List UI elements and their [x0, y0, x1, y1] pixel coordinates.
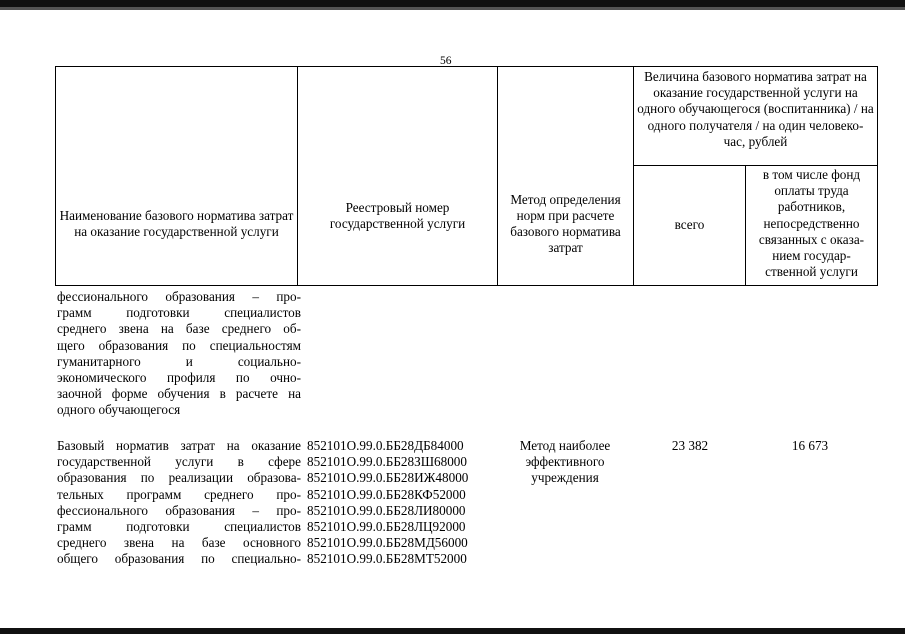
header-method-text: Метод определения норм при расчете базового норматива затрат [510, 191, 621, 256]
page-number: 56 [440, 55, 452, 67]
row2-fund-value: 16 673 [791, 438, 829, 453]
row1-name-line: щего образования по специальностям [57, 337, 301, 353]
bottom-border-bar [0, 628, 905, 634]
row1-name-line: гуманитарного и социально- [57, 353, 301, 369]
registry-code: 852101О.99.0.ББ28ИЖ48000 [307, 470, 469, 486]
header-name-text: Наименование базового норматива затрат на оказание государственной услуги [59, 207, 294, 239]
header-registry-cell [298, 67, 498, 286]
registry-code: 852101О.99.0.ББ28ЛЦ92000 [307, 518, 466, 534]
row1-name-line: грамм подготовки специалистов [57, 305, 301, 321]
row1-name-line: фессионального образования – про- [57, 289, 301, 304]
row2-name-line: тельных программ среднего про- [57, 486, 301, 502]
registry-code: 852101О.99.0.ББ28МД56000 [307, 535, 468, 551]
header-fund-cell [746, 166, 878, 286]
row2-name-line: грамм подготовки специалистов [57, 519, 301, 535]
row2-name-line: среднего звена на базе основного [57, 535, 301, 551]
row2-name-line: фессионального образования – про- [57, 502, 301, 518]
row2-total-value: 23 382 [671, 438, 709, 453]
header-total-text: всего [674, 217, 705, 233]
row2-method: Метод наиболее эффективного учреждения [519, 438, 611, 486]
row1-name-line: заочной форме обучения в расчете на [57, 386, 301, 402]
row1-name [57, 289, 301, 419]
registry-code: 852101О.99.0.ББ28ЛИ80000 [307, 502, 466, 518]
header-value-group-text: Величина базового норматива затрат на оказание государственной услуги на одного обучающегося (воспитанника) / на одного получателя / на один человеко-час, рублей [637, 69, 874, 149]
row2-name [57, 438, 301, 568]
registry-code: 852101О.99.0.ББ28ЗШ68000 [307, 454, 467, 470]
header-registry-text: Реестровый номер государственной услуги [329, 199, 466, 231]
top-border-shadow [0, 7, 905, 10]
row2-registry-codes [307, 438, 468, 568]
row1-name-line: одного обучающегося [57, 402, 181, 418]
row2-name-line: государственной услуги в сфере [57, 454, 301, 470]
top-border-bar [0, 0, 905, 7]
row2-name-line: общего образования по специально- [57, 551, 301, 567]
header-name-cell [56, 67, 298, 286]
row2-name-line: образования по реализации образова- [57, 470, 301, 486]
header-table [55, 66, 878, 286]
row1-name-line: экономического профиля по очно- [57, 370, 301, 386]
registry-code: 852101О.99.0.ББ28КФ52000 [307, 486, 466, 502]
row2-name-line: Базовый норматив затрат на оказание [57, 438, 301, 453]
header-value-group-cell [634, 67, 878, 166]
header-total-cell [634, 166, 746, 286]
header-fund-text: в том числе фонд оплаты труда работников, непосредственно связанных с оказа-нием государ-ственной услуги [758, 167, 865, 280]
header-method-cell [498, 67, 634, 286]
row1-name-line: среднего звена на базе среднего об- [57, 321, 301, 337]
registry-code: 852101О.99.0.ББ28МТ52000 [307, 551, 467, 567]
registry-code: 852101О.99.0.ББ28ДБ84000 [307, 438, 464, 453]
